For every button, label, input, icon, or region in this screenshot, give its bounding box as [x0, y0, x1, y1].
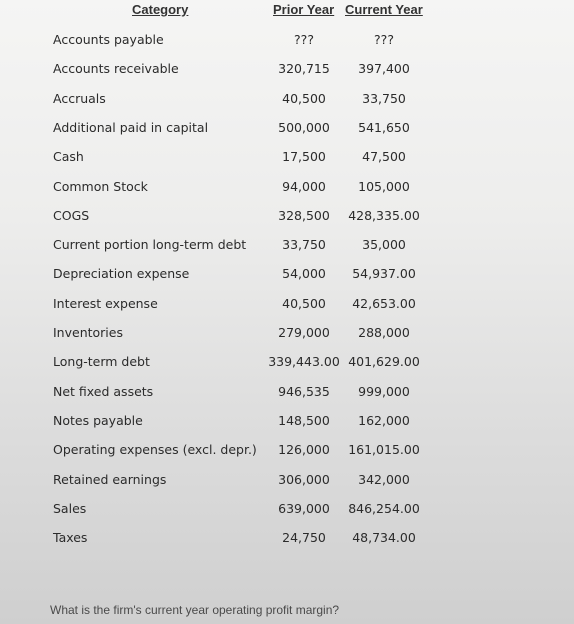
row-prior-value: 328,500 — [278, 207, 330, 223]
row-category: Sales — [53, 500, 87, 516]
row-prior-value: 279,000 — [278, 325, 330, 340]
table-row — [0, 89, 574, 118]
table-row — [0, 59, 574, 88]
header-category: Category — [132, 2, 189, 17]
row-category: Net fixed assets — [53, 383, 154, 399]
row-category: Current portion long-term debt — [53, 237, 247, 253]
table-row — [0, 235, 574, 264]
row-category: Long-term debt — [53, 354, 150, 370]
row-category: Inventories — [53, 325, 123, 340]
row-prior-value: 24,750 — [282, 530, 326, 546]
row-prior-value: 639,000 — [278, 500, 330, 516]
row-prior-value: ??? — [294, 32, 314, 47]
row-category: Operating expenses (excl. depr.) — [53, 442, 257, 458]
row-prior-value: 148,500 — [278, 412, 330, 428]
row-category: Interest expense — [53, 295, 158, 311]
row-current-value: 47,500 — [362, 149, 406, 165]
table-row — [0, 118, 574, 147]
row-current-value: 342,000 — [358, 471, 410, 487]
table-row — [0, 294, 574, 323]
row-prior-value: 17,500 — [282, 149, 326, 165]
row-current-value: 541,650 — [358, 119, 410, 135]
row-current-value: 54,937.00 — [352, 266, 416, 282]
row-prior-value: 946,535 — [278, 383, 330, 399]
question-text: What is the firm's current year operating profit margin? — [50, 603, 340, 617]
row-category: Depreciation expense — [53, 266, 190, 282]
row-current-value: 846,254.00 — [348, 500, 420, 516]
row-category: Accruals — [53, 90, 106, 106]
row-category: Cash — [53, 149, 84, 165]
header-prior-year: Prior Year — [273, 2, 335, 17]
table-row — [0, 323, 574, 352]
row-current-value: 33,750 — [362, 90, 406, 106]
row-category: Taxes — [53, 530, 88, 546]
row-current-value: 428,335.00 — [348, 207, 420, 223]
row-current-value: 48,734.00 — [352, 530, 416, 546]
table-row — [0, 528, 574, 557]
row-prior-value: 54,000 — [282, 266, 326, 282]
row-category: Accounts payable — [53, 32, 164, 47]
row-prior-value: 306,000 — [278, 471, 330, 487]
row-current-value: 42,653.00 — [352, 295, 416, 311]
row-category: Retained earnings — [53, 471, 167, 487]
table-row — [0, 352, 574, 381]
table-row — [0, 499, 574, 528]
row-category: Common Stock — [53, 178, 148, 194]
row-prior-value: 320,715 — [278, 61, 330, 77]
row-current-value: 999,000 — [358, 383, 410, 399]
row-prior-value: 94,000 — [282, 178, 326, 194]
row-category: COGS — [53, 207, 90, 223]
row-prior-value: 40,500 — [282, 295, 326, 311]
table-row — [0, 30, 574, 59]
table-row — [0, 206, 574, 235]
table-row — [0, 147, 574, 176]
table-row — [0, 177, 574, 206]
header-current-year: Current Year — [345, 2, 423, 17]
row-prior-value: 339,443.00 — [268, 354, 340, 370]
row-current-value: 162,000 — [358, 412, 410, 428]
row-current-value: 397,400 — [358, 61, 410, 77]
row-category: Additional paid in capital — [53, 119, 209, 135]
row-prior-value: 500,000 — [278, 119, 330, 135]
table-row — [0, 382, 574, 411]
row-category: Notes payable — [53, 412, 143, 428]
row-category: Accounts receivable — [53, 61, 179, 77]
row-prior-value: 126,000 — [278, 442, 330, 458]
table-row — [0, 264, 574, 293]
row-current-value: 288,000 — [358, 325, 410, 340]
row-current-value: 35,000 — [362, 237, 406, 253]
row-current-value: 105,000 — [358, 178, 410, 194]
table-row — [0, 440, 574, 469]
row-current-value: 401,629.00 — [348, 354, 420, 370]
table-row — [0, 470, 574, 499]
row-prior-value: 40,500 — [282, 90, 326, 106]
table-row — [0, 411, 574, 440]
row-current-value: 161,015.00 — [348, 442, 420, 458]
row-prior-value: 33,750 — [282, 237, 326, 253]
row-current-value: ??? — [374, 32, 394, 47]
